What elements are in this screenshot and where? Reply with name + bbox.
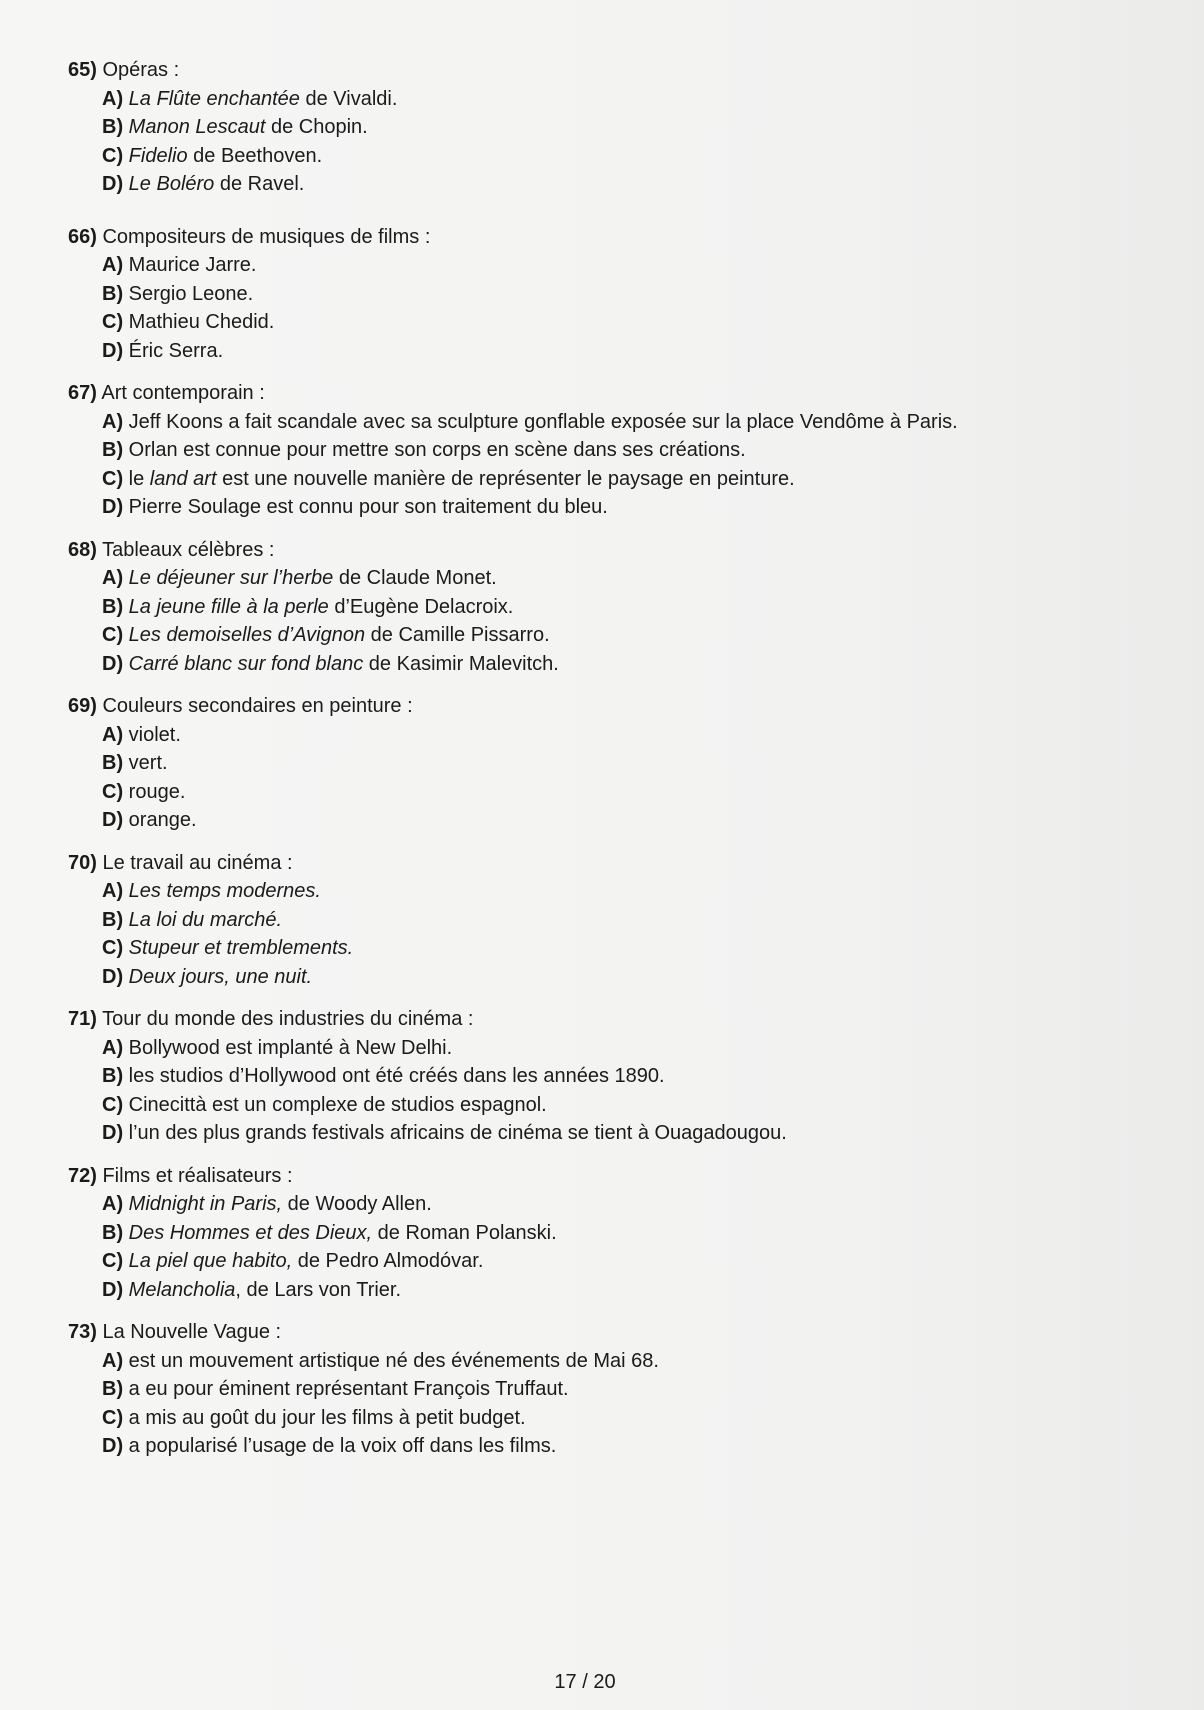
option-b: [68, 113, 1128, 142]
option-d: [68, 806, 1128, 835]
option-d: [68, 963, 1128, 992]
option-italic: La piel que habito,: [128, 1250, 293, 1272]
option-letter: C): [102, 467, 124, 490]
option-b: [68, 1062, 1128, 1091]
option-text: rouge.: [128, 780, 186, 803]
question-title: Compositeurs de musiques de films :: [102, 225, 431, 248]
option-text: de Beethoven.: [187, 144, 323, 167]
option-letter: C): [102, 144, 124, 167]
option-italic: Melancholia: [128, 1278, 236, 1301]
option-letter: C): [102, 937, 124, 959]
question-heading: [68, 1318, 1128, 1347]
question-heading: [68, 1005, 1128, 1034]
option-text: a popularisé l’usage de la voix off dans les films.: [128, 1435, 557, 1457]
option-letter: B): [102, 908, 124, 931]
option-letter: D): [102, 339, 124, 362]
option-letter: A): [102, 880, 124, 902]
option-a: [68, 1034, 1128, 1063]
option-italic: Deux jours, une nuit.: [128, 965, 313, 988]
option-text: Cinecittà est un complexe de studios espagnol.: [128, 1093, 547, 1116]
question-number: 66): [68, 225, 97, 248]
option-text: a mis au goût du jour les films à petit budget.: [128, 1406, 526, 1429]
question-66: [68, 223, 1128, 366]
option-a: [68, 85, 1128, 114]
option-italic: Le déjeuner sur l’herbe: [128, 567, 334, 589]
option-d: [68, 1276, 1128, 1305]
option-b: [68, 280, 1128, 309]
question-number: 71): [68, 1008, 97, 1030]
option-letter: C): [102, 624, 124, 646]
option-text: de Pedro Almodóvar.: [292, 1250, 484, 1272]
option-letter: A): [102, 1036, 124, 1059]
option-text: Maurice Jarre.: [128, 254, 257, 276]
option-text: violet.: [128, 723, 181, 746]
question-number: 68): [68, 538, 97, 561]
question-title: Opéras :: [102, 59, 180, 81]
option-c: [68, 934, 1128, 963]
question-number: 72): [68, 1164, 97, 1187]
question-69: [68, 692, 1128, 835]
question-67: [68, 379, 1128, 522]
option-italic: La jeune fille à la perle: [128, 595, 329, 618]
question-number: 65): [68, 59, 97, 81]
option-letter: B): [102, 282, 124, 305]
option-text: les studios d’Hollywood ont été créés dans les années 1890.: [128, 1065, 665, 1087]
option-text: Mathieu Chedid.: [128, 311, 275, 333]
question-heading: [68, 56, 1128, 85]
option-prefix: le: [128, 467, 150, 490]
option-letter: A): [102, 254, 124, 276]
option-letter: D): [102, 809, 124, 831]
option-letter: D): [102, 1278, 124, 1301]
option-d: [68, 650, 1128, 679]
option-text: de Ravel.: [214, 173, 305, 195]
option-text: de Camille Pissarro.: [365, 624, 550, 646]
option-c: [68, 621, 1128, 650]
option-letter: A): [102, 87, 124, 110]
option-letter: A): [102, 567, 124, 589]
option-italic: La loi du marché.: [128, 908, 283, 931]
option-letter: C): [102, 1406, 124, 1429]
option-letter: B): [102, 439, 124, 461]
question-title: La Nouvelle Vague :: [102, 1321, 282, 1343]
question-title: Tour du monde des industries du cinéma :: [102, 1008, 474, 1030]
question-title: Tableaux célèbres :: [102, 538, 275, 561]
question-heading: [68, 1162, 1128, 1191]
question-71: [68, 1005, 1128, 1148]
option-text: de Kasimir Malevitch.: [363, 652, 559, 675]
option-a: [68, 408, 1128, 437]
question-number: 67): [68, 382, 97, 404]
option-letter: D): [102, 496, 124, 518]
option-d: [68, 337, 1128, 366]
option-c: [68, 1247, 1128, 1276]
option-text: Sergio Leone.: [128, 282, 254, 305]
option-c: [68, 1404, 1128, 1433]
question-heading: [68, 536, 1128, 565]
option-letter: B): [102, 595, 124, 618]
option-text: Éric Serra.: [128, 339, 224, 362]
option-italic: Fidelio: [128, 144, 188, 167]
option-text: est une nouvelle manière de représenter le paysage en peinture.: [216, 467, 795, 490]
option-a: [68, 721, 1128, 750]
question-list: [68, 56, 1128, 1461]
option-text: est un mouvement artistique né des événements de Mai 68.: [128, 1349, 659, 1372]
option-b: [68, 436, 1128, 465]
option-italic: Les demoiselles d’Avignon: [128, 624, 366, 646]
option-letter: D): [102, 652, 124, 675]
option-italic: Les temps modernes.: [128, 880, 321, 902]
option-a: [68, 251, 1128, 280]
option-text: de Woody Allen.: [282, 1193, 432, 1215]
option-italic: Le Boléro: [128, 173, 215, 195]
page-number: 17 / 20: [554, 1671, 616, 1693]
option-text: , de Lars von Trier.: [235, 1278, 402, 1301]
option-text: de Vivaldi.: [299, 87, 398, 110]
question-number: 69): [68, 695, 97, 717]
option-b: [68, 1219, 1128, 1248]
option-a: [68, 877, 1128, 906]
option-letter: B): [102, 752, 124, 774]
question-number: 70): [68, 851, 97, 874]
option-d: [68, 1432, 1128, 1461]
option-letter: C): [102, 1250, 124, 1272]
question-heading: [68, 849, 1128, 878]
option-text: a eu pour éminent représentant François Truffaut.: [128, 1378, 569, 1400]
option-c: [68, 308, 1128, 337]
question-title: Art contemporain :: [101, 382, 265, 404]
question-heading: [68, 379, 1128, 408]
option-letter: A): [102, 1193, 124, 1215]
option-text: d’Eugène Delacroix.: [328, 595, 514, 618]
option-italic: Manon Lescaut: [128, 116, 266, 138]
option-b: [68, 593, 1128, 622]
option-b: [68, 1375, 1128, 1404]
question-number: 73): [68, 1321, 97, 1343]
option-a: [68, 564, 1128, 593]
option-d: [68, 1119, 1128, 1148]
question-title: Films et réalisateurs :: [102, 1164, 293, 1187]
question-heading: [68, 692, 1128, 721]
option-text: orange.: [128, 809, 197, 831]
option-italic: Des Hommes et des Dieux,: [128, 1221, 373, 1244]
option-letter: D): [102, 173, 124, 195]
option-letter: B): [102, 1065, 124, 1087]
option-letter: C): [102, 311, 124, 333]
option-letter: B): [102, 1378, 124, 1400]
option-text: Pierre Soulage est connu pour son traitement du bleu.: [128, 496, 608, 518]
option-italic: land art: [149, 467, 217, 490]
option-a: [68, 1190, 1128, 1219]
option-b: [68, 906, 1128, 935]
option-italic: La Flûte enchantée: [128, 87, 300, 110]
option-c: [68, 778, 1128, 807]
option-letter: C): [102, 1093, 124, 1116]
option-text: l’un des plus grands festivals africains de cinéma se tient à Ouagadougou.: [128, 1122, 787, 1144]
question-70: [68, 849, 1128, 992]
option-text: vert.: [128, 752, 168, 774]
option-text: de Roman Polanski.: [372, 1221, 557, 1244]
option-letter: A): [102, 410, 124, 433]
option-b: [68, 749, 1128, 778]
option-letter: B): [102, 1221, 124, 1244]
option-c: [68, 142, 1128, 171]
option-text: Jeff Koons a fait scandale avec sa sculpture gonflable exposée sur la place Vendôme à Paris.: [128, 410, 958, 433]
question-72: [68, 1162, 1128, 1305]
question-73: [68, 1318, 1128, 1461]
option-italic: Stupeur et tremblements.: [128, 937, 354, 959]
option-letter: A): [102, 1349, 124, 1372]
option-text: Bollywood est implanté à New Delhi.: [128, 1036, 453, 1059]
option-c: [68, 1091, 1128, 1120]
question-65: [68, 56, 1128, 199]
option-letter: D): [102, 1122, 124, 1144]
option-letter: A): [102, 723, 124, 746]
option-a: [68, 1347, 1128, 1376]
option-letter: B): [102, 116, 124, 138]
option-letter: C): [102, 780, 124, 803]
option-letter: D): [102, 1435, 124, 1457]
option-d: [68, 170, 1128, 199]
question-title: Le travail au cinéma :: [102, 851, 293, 874]
question-68: [68, 536, 1128, 679]
option-letter: D): [102, 965, 124, 988]
question-title: Couleurs secondaires en peinture :: [102, 695, 413, 717]
option-text: de Claude Monet.: [333, 567, 497, 589]
option-d: [68, 493, 1128, 522]
option-text: Orlan est connue pour mettre son corps en scène dans ses créations.: [128, 439, 746, 461]
option-text: de Chopin.: [265, 116, 368, 138]
question-heading: [68, 223, 1128, 252]
option-italic: Carré blanc sur fond blanc: [128, 652, 364, 675]
option-c: [68, 465, 1128, 494]
option-italic: Midnight in Paris,: [128, 1193, 283, 1215]
